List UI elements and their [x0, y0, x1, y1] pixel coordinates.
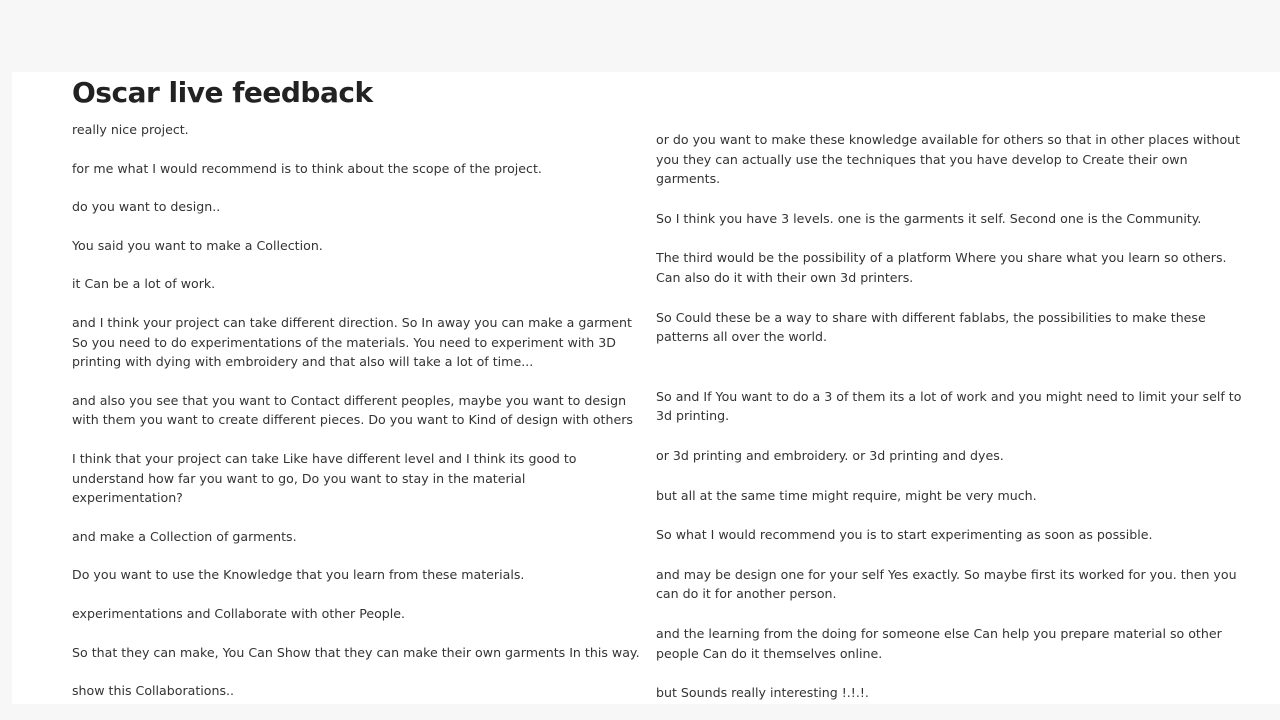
- feedback-paragraph: The third would be the possibility of a platform Where you share what you learn so others. Can also do it with their own 3d printers.: [656, 250, 1227, 285]
- feedback-paragraph: So Could these be a way to share with different fablabs, the possibilities to make these patterns all over the world.: [656, 309, 1206, 345]
- feedback-paragraph: I think that your project can take Like have different level and I think its good to understand how far you want to go, Do you want to stay in the material experimentation?: [72, 450, 577, 506]
- feedback-paragraph: experimentations and Collaborate with other People.: [72, 605, 406, 621]
- feedback-paragraph: it Can be a lot of work.: [72, 276, 216, 292]
- feedback-paragraph: and may be design one for your self Yes exactly. So maybe first its worked for you. then you can do it for another person.: [656, 566, 1237, 602]
- feedback-paragraph: So that they can make, You Can Show that they can make their own garments In this way.: [72, 644, 640, 660]
- feedback-paragraph: really nice project.: [72, 122, 189, 137]
- feedback-paragraph: and I think your project can take different direction. So In away you can make a garment So you need to do experimentations of the materials. You need to experiment with 3D printing with dying with embroidery and that also will take a lot of time...: [72, 314, 632, 370]
- feedback-left-column: [72, 120, 640, 720]
- feedback-paragraph: So and If You want to do a 3 of them its a lot of work and you might need to limit your self to 3d printing.: [656, 388, 1242, 424]
- feedback-paragraph: and also you see that you want to Contact different peoples, maybe you want to design with them you want to create different pieces. Do you want to Kind of design with others: [72, 392, 633, 428]
- page-title: Oscar live feedback: [72, 76, 373, 109]
- feedback-paragraph: show this Collaborations..: [72, 683, 235, 699]
- feedback-paragraph: and the learning from the doing for someone else Can help you prepare material so other people Can do it themselves online.: [656, 625, 1222, 661]
- feedback-paragraph: Do you want to use the Knowledge that you learn from these materials.: [72, 567, 525, 583]
- feedback-paragraph: or do you want to make these knowledge available for others so that in other places without you they can actually use the techniques that you have develop to Create their own garments.: [656, 132, 1241, 187]
- feedback-paragraph: or 3d printing and embroidery. or 3d printing and dyes.: [656, 447, 1004, 463]
- feedback-paragraph: So what I would recommend you is to start experimenting as soon as possible.: [656, 527, 1153, 543]
- feedback-right-column: [656, 130, 1246, 720]
- feedback-paragraph: So I think you have 3 levels. one is the garments it self. Second one is the Community.: [656, 210, 1202, 226]
- feedback-paragraph: but Sounds really interesting !.!.!.: [656, 685, 869, 701]
- feedback-paragraph: do you want to design..: [72, 199, 221, 215]
- feedback-paragraph: and make a Collection of garments.: [72, 528, 297, 544]
- feedback-paragraph: You said you want to make a Collection.: [72, 237, 323, 253]
- feedback-paragraph: but all at the same time might require, might be very much.: [656, 487, 1037, 503]
- feedback-paragraph: for me what I would recommend is to think about the scope of the project.: [72, 160, 542, 176]
